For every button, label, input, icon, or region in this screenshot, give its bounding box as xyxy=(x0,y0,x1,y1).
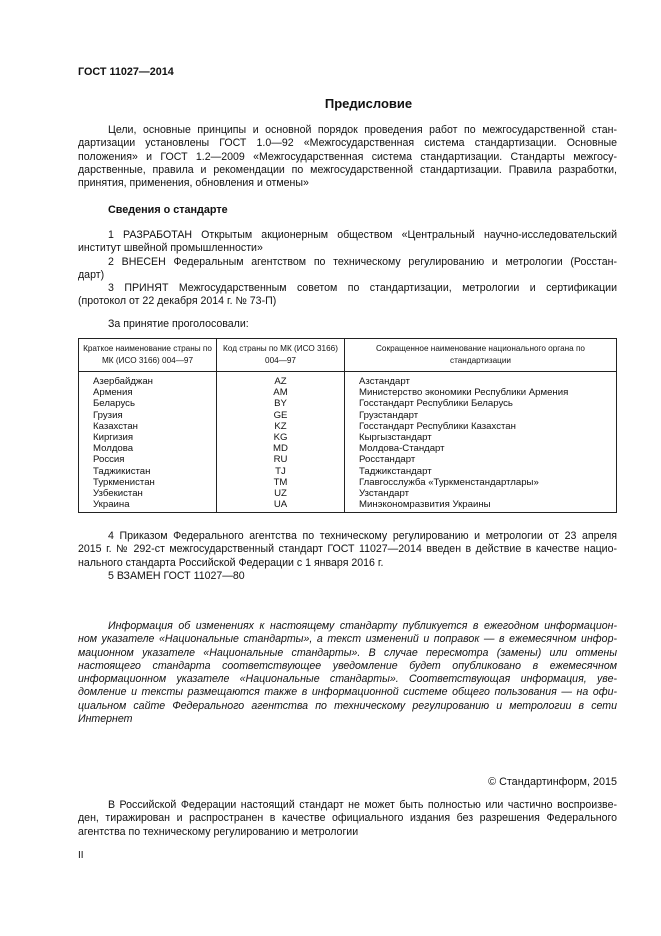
column-header-country: Краткое наименование страны по МК (ИСО 3166) 004—97 xyxy=(79,339,217,372)
text-line: дарственные, правила и рекомендации по межгосударственной стандартизации. Правила разработки, xyxy=(78,163,617,176)
text-line: агентства по техническому регулированию и метрологии xyxy=(78,825,359,838)
text-line: 5 ВЗАМЕН ГОСТ 11027—80 xyxy=(108,569,245,582)
text-line: В Российской Федерации настоящий стандарт не может быть полностью или частично воспроизве- xyxy=(108,799,617,811)
table-row xyxy=(79,432,617,443)
document-code-header: ГОСТ 11027—2014 xyxy=(78,66,174,78)
table-row xyxy=(79,466,617,477)
table-row xyxy=(79,488,617,499)
cell-body: Минэкономразвития Украины xyxy=(345,499,617,513)
text-line: положения» и ГОСТ 1.2—2009 «Межгосударственная система стандартизации. Стандарты межгосу- xyxy=(78,150,617,163)
cell-country: Азербайджан xyxy=(79,372,217,388)
cell-code: BY xyxy=(217,398,345,409)
info-item-3 xyxy=(78,282,617,309)
intro-paragraph xyxy=(78,124,617,190)
cell-country: Грузия xyxy=(79,410,217,421)
cell-country: Молдова xyxy=(79,443,217,454)
text-line: 1 РАЗРАБОТАН Открытым акционерным обществом «Центральный научно-исследовательский xyxy=(108,229,617,241)
table-header-row xyxy=(79,339,617,372)
cell-code: KZ xyxy=(217,421,345,432)
info-item-5 xyxy=(78,570,617,583)
text-line: Цели, основные принципы и основной порядок проведения работ по межгосударственной стан- xyxy=(108,124,617,136)
table-row xyxy=(79,421,617,432)
text-line: циальном сайте Федерального агентства по техническому регулированию и метрологии в сети xyxy=(78,699,617,712)
text-line: домление и тексты размещаются также в информационной системе общего пользования — на офи- xyxy=(78,686,617,699)
cell-country: Таджикистан xyxy=(79,466,217,477)
standard-info-items-continued xyxy=(78,530,617,583)
copyright-notice: © Стандартинформ, 2015 xyxy=(488,776,617,788)
cell-body: Молдова-Стандарт xyxy=(345,443,617,454)
info-item-4 xyxy=(78,530,617,570)
table-row xyxy=(79,398,617,409)
column-header-body: Сокращенное наименование национального органа по стандартизации xyxy=(345,339,617,372)
text-line: дарт) xyxy=(78,268,105,281)
table-row xyxy=(79,443,617,454)
cell-body: Госстандарт Республики Казахстан xyxy=(345,421,617,432)
cell-body: Грузстандарт xyxy=(345,410,617,421)
cell-body: Кыргызстандарт xyxy=(345,432,617,443)
cell-code: RU xyxy=(217,454,345,465)
cell-body: Узстандарт xyxy=(345,488,617,499)
cell-country: Армения xyxy=(79,387,217,398)
text-line: (протокол от 22 декабря 2014 г. № 73-П) xyxy=(78,295,277,308)
standard-info-items xyxy=(78,229,617,309)
voted-label: За принятие проголосовали: xyxy=(108,318,249,330)
table-row xyxy=(79,372,617,388)
text-line: 4 Приказом Федерального агентства по техническому регулированию и метрологии от 23 апреля xyxy=(108,530,617,542)
table-row xyxy=(79,499,617,513)
cell-country: Беларусь xyxy=(79,398,217,409)
reproduction-rights-notice xyxy=(78,799,617,839)
cell-code: TM xyxy=(217,477,345,488)
text-line: принятия, применения, обновления и отмены» xyxy=(78,177,309,190)
table-row xyxy=(79,454,617,465)
text-line: 2 ВНЕСЕН Федеральным агентством по техническому регулированию и метрологии (Росстан- xyxy=(108,255,617,268)
text-line: Информация об изменениях к настоящему стандарту публикуется в ежегодном информацион- xyxy=(108,620,617,632)
text-line: 3 ПРИНЯТ Межгосударственным советом по стандартизации, метрологии и сертификации xyxy=(108,282,617,295)
cell-country: Россия xyxy=(79,454,217,465)
cell-code: GE xyxy=(217,410,345,421)
text-line: нального стандарта Российской Федерации с 1 января 2016 г. xyxy=(78,556,384,569)
cell-country: Узбекистан xyxy=(79,488,217,499)
text-line: ден, тиражирован и распространен в качестве официального издания без разрешения Федерального xyxy=(78,812,617,825)
cell-body: Азстандарт xyxy=(345,372,617,388)
cell-body: Таджикстандарт xyxy=(345,466,617,477)
table-row xyxy=(79,387,617,398)
column-header-code: Код страны по МК (ИСО 3166) 004—97 xyxy=(217,339,345,372)
text-line: ном указателе «Национальные стандарты», а текст изменений и поправок — в ежемесячном инфор- xyxy=(78,633,617,646)
text-line: мационном указателе «Национальные стандарты». В случае пересмотра (замены) или отмены xyxy=(78,646,617,659)
cell-code: UA xyxy=(217,499,345,513)
info-item-2 xyxy=(78,256,617,283)
cell-country: Казахстан xyxy=(79,421,217,432)
cell-code: AZ xyxy=(217,372,345,388)
cell-body: Главгосслужба «Туркменстандартлары» xyxy=(345,477,617,488)
text-line: настоящего стандарта соответствующее уведомление будет опубликовано в ежемесячном xyxy=(78,659,617,672)
cell-code: AM xyxy=(217,387,345,398)
cell-code: MD xyxy=(217,443,345,454)
cell-country: Киргизия xyxy=(79,432,217,443)
text-line: 2015 г. № 292-ст межгосударственный стандарт ГОСТ 11027—2014 введен в действие в качестве нацио- xyxy=(78,543,617,556)
table-row xyxy=(79,477,617,488)
cell-country: Туркменистан xyxy=(79,477,217,488)
page-title: Предисловие xyxy=(324,96,413,111)
text-line: информационном указателе «Национальные стандарты». Соответствующая информация, уве- xyxy=(78,673,617,686)
text-line: дартизации установлены ГОСТ 1.0—92 «Межгосударственная система стандартизации. Основные xyxy=(78,137,617,150)
voting-countries-table xyxy=(78,338,617,513)
cell-body: Росстандарт xyxy=(345,454,617,465)
cell-body: Министерство экономики Республики Армения xyxy=(345,387,617,398)
cell-code: KG xyxy=(217,432,345,443)
text-line: институт швейной промышленности» xyxy=(78,242,263,255)
info-item-1 xyxy=(78,229,617,256)
section-heading: Сведения о стандарте xyxy=(108,204,228,216)
cell-body: Госстандарт Республики Беларусь xyxy=(345,398,617,409)
page-number: II xyxy=(78,850,84,861)
cell-country: Украина xyxy=(79,499,217,513)
text-line: Интернет xyxy=(78,713,133,726)
table-row xyxy=(79,410,617,421)
cell-code: TJ xyxy=(217,466,345,477)
cell-code: UZ xyxy=(217,488,345,499)
amendments-notice xyxy=(78,620,617,726)
